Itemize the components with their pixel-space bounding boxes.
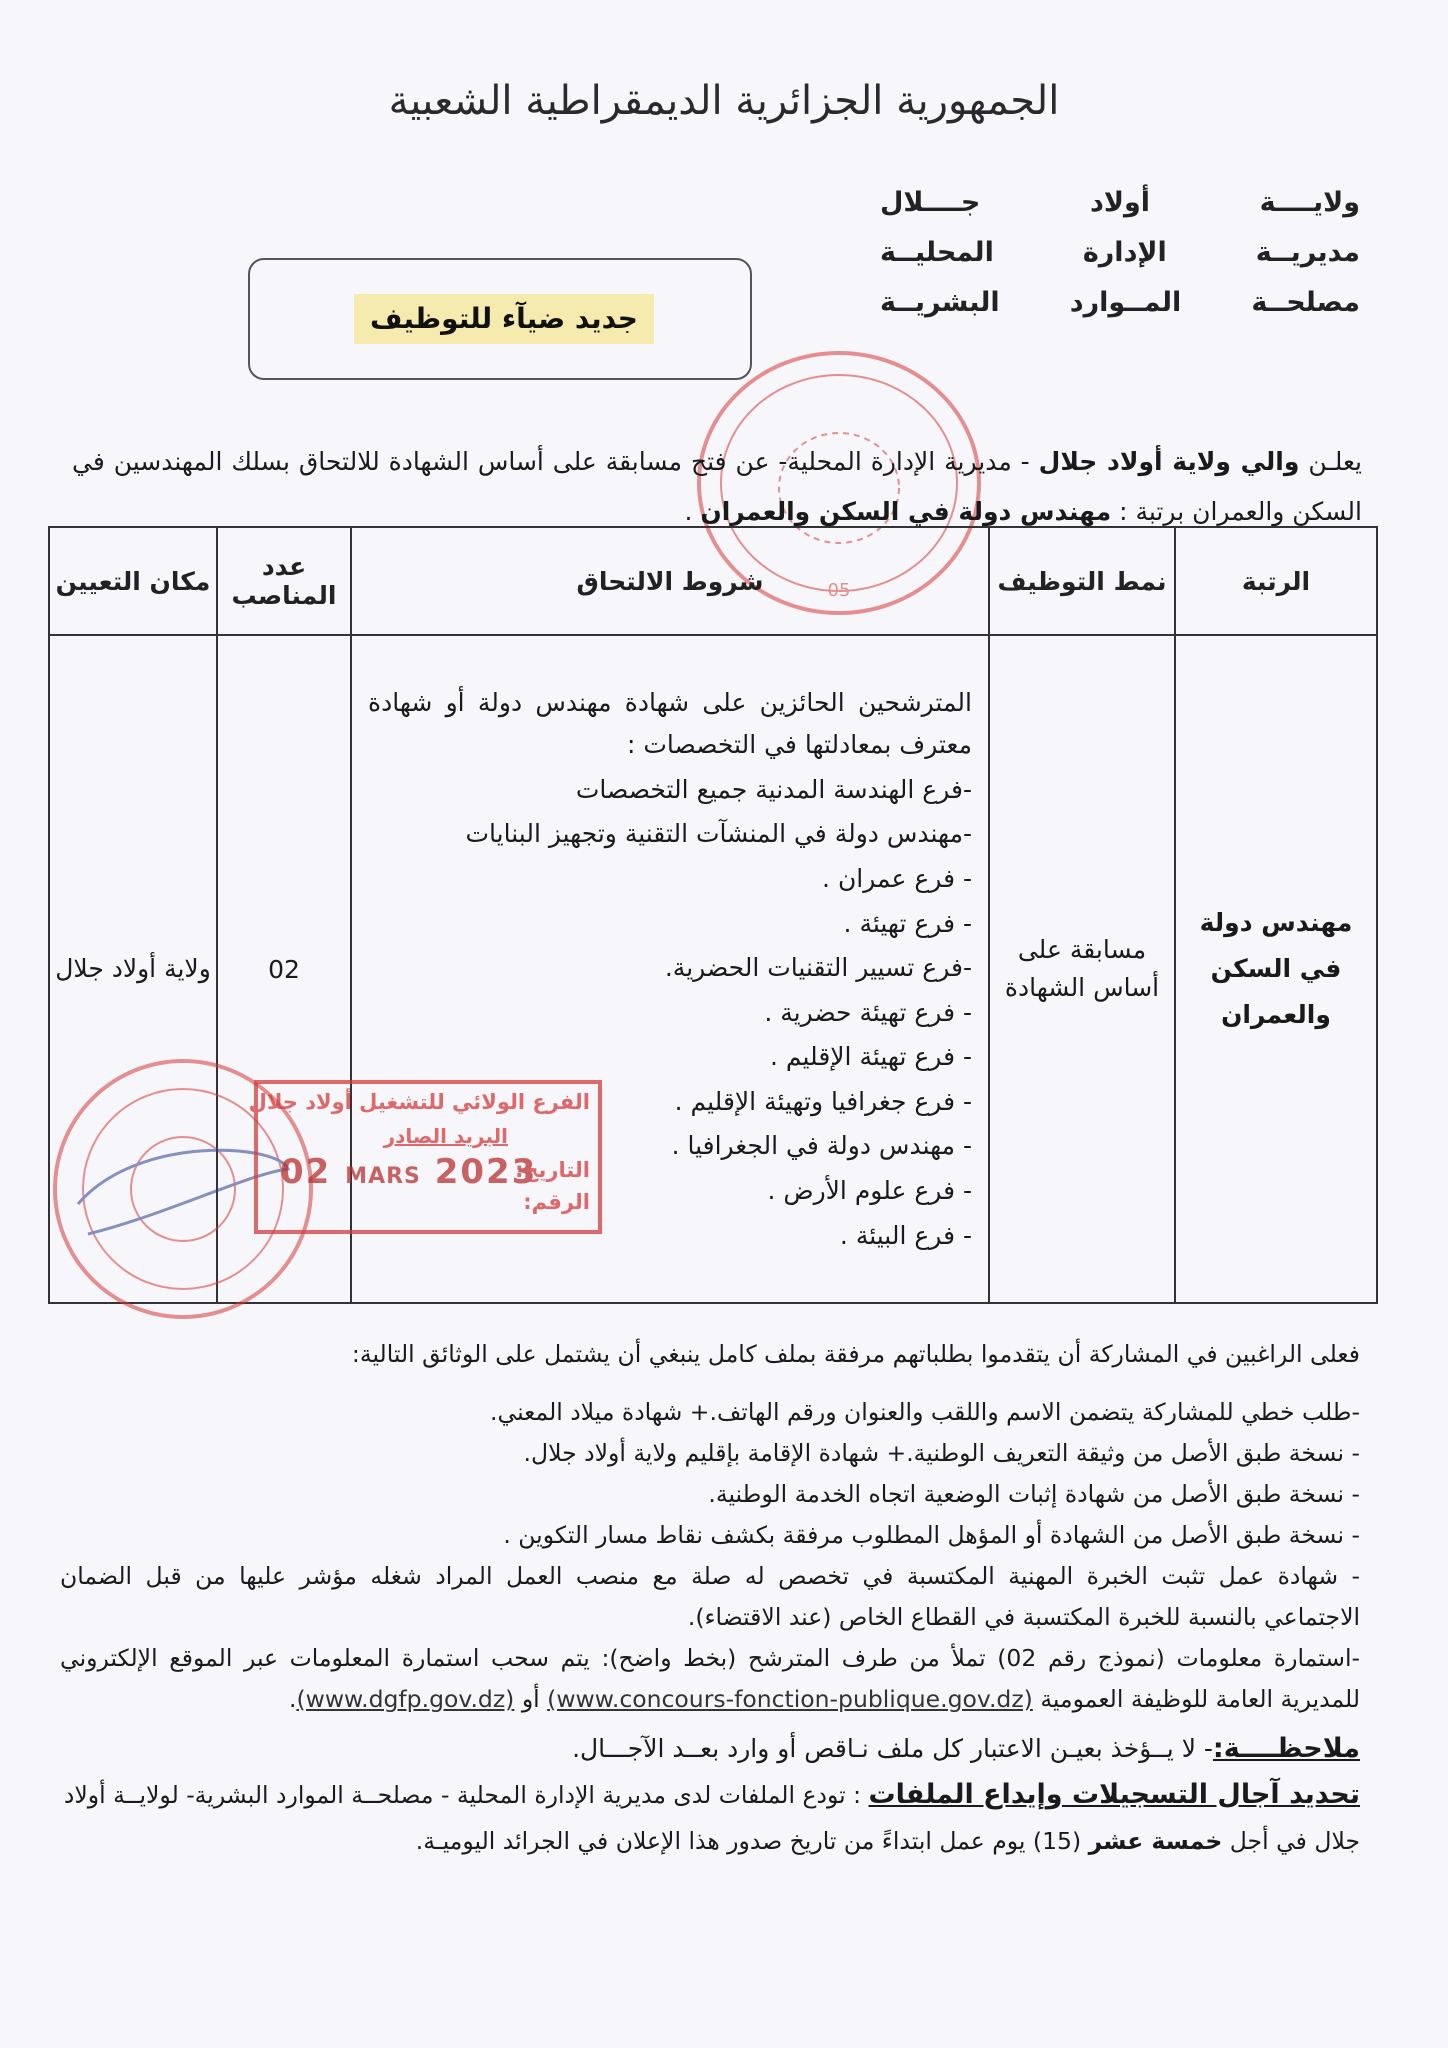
positions-table (48, 526, 1378, 1304)
stamp-date-month: MARS (345, 1164, 421, 1189)
cell-place: ولاية أولاد جلال (49, 635, 217, 1303)
condition-item: - فرع البيئة . (839, 1220, 972, 1250)
condition-item: - فرع تهيئة حضرية . (764, 997, 972, 1027)
condition-item: - فرع تهيئة الإقليم . (769, 1042, 972, 1072)
documents-lead: فعلى الراغبين في المشاركة أن يتقدموا بطلباتهم مرفقة بملف كامل ينبغي أن يشتمل على الوثائق التالية: (351, 1340, 1360, 1368)
stamp-date (280, 1152, 537, 1192)
document-item: - نسخة طبق الأصل من وثيقة التعريف الوطنية.+ شهادة الإقامة بإقليم ولاية أولاد جلال. (523, 1439, 1360, 1467)
condition-item: - فرع علوم الأرض . (767, 1176, 972, 1206)
intro-text-c: . (684, 497, 701, 526)
document-item: -استمارة معلومات (نموذج رقم 02) تملأ من طرف المترشح (بخط واضح): يتم سحب استمارة المعلومات عبر الموقع الإلكتروني (60, 1644, 1360, 1672)
stamp-date-label: التاريخ: (514, 1158, 590, 1182)
issuer-line-service: مصلحــة المــوارد البشريــة (880, 287, 1360, 318)
or-text: أو (514, 1685, 548, 1713)
stamp-office-line: الفرع الولائي للتشغيل أولاد جلال (248, 1090, 590, 1114)
header-mode: نمط التوظيف (989, 527, 1175, 635)
header-conditions: شروط الالتحاق (351, 527, 989, 635)
dgfp-url-link[interactable]: (www.dgfp.gov.dz) (296, 1685, 515, 1713)
intro-wali: والي ولاية أولاد جلال (1038, 447, 1300, 476)
issuer-header (880, 178, 1360, 328)
conditions-intro: المترشحين الحائزين على شهادة مهندس دولة أو شهادة معترف بمعادلتها في التخصصات : (368, 687, 972, 759)
note-label: ملاحظــــة: (1212, 1733, 1360, 1764)
intro-rank: مهندس دولة في السكن والعمران (700, 497, 1112, 526)
cell-rank: مهندس دولة في السكن والعمران (1175, 635, 1377, 1303)
document-item-urls (60, 1679, 1360, 1720)
concours-url-link[interactable]: (www.concours-fonction-publique.gov.dz) (547, 1685, 1033, 1713)
condition-item: - فرع جغرافيا وتهيئة الإقليم . (674, 1086, 972, 1116)
document-item: الاجتماعي بالنسبة للخبرة المكتسبة في القطاع الخاص (عند الاقتضاء). (687, 1603, 1360, 1631)
document-item: - نسخة طبق الأصل من شهادة إثبات الوضعية اتجاه الخدمة الوطنية. (708, 1480, 1360, 1508)
dgfp-text: للمديرية العامة للوظيفة العمومية (1032, 1685, 1360, 1713)
condition-item: -فرع الهندسة المدنية جميع التخصصات (575, 774, 972, 804)
republic-title: الجمهورية الجزائرية الديمقراطية الشعبية (388, 78, 1060, 124)
condition-item: - فرع تهيئة . (843, 908, 972, 938)
header-place: مكان التعيين (49, 527, 217, 635)
issuer-line-wilaya: ولايــــة أولاد جــــلال (880, 187, 1360, 218)
document-item: - نسخة طبق الأصل من الشهادة أو المؤهل المطلوب مرفقة بكشف نقاط مسار التكوين . (503, 1521, 1360, 1549)
svg-text:05: 05 (827, 580, 851, 601)
condition-item: -مهندس دولة في المنشآت التقنية وتجهيز البنايات (465, 819, 972, 849)
stamp-date-year: 2023 (434, 1152, 538, 1192)
watermark-badge: جديد ضيآء للتوظيف (354, 294, 654, 344)
condition-item: - مهندس دولة في الجغرافيا . (671, 1131, 972, 1161)
document-item: -طلب خطي للمشاركة يتضمن الاسم واللقب والعنوان ورقم الهاتف.+ شهادة ميلاد المعني. (490, 1398, 1360, 1426)
condition-item: -فرع تسيير التقنيات الحضرية. (664, 953, 972, 983)
stamp-mail-line: البريد الصادر (383, 1124, 508, 1148)
deadline-days: خمسة عشر (1088, 1827, 1223, 1855)
deadline-text-2: (15) يوم عمل ابتداءً من تاريخ صدور هذا الإعلان في الجرائد اليوميـة. (415, 1827, 1089, 1855)
header-rank: الرتبة (1175, 527, 1377, 635)
cell-mode: مسابقة على أساس الشهادة (989, 635, 1175, 1303)
note-text: - لا يــؤخذ بعيـن الاعتبار كل ملف نـاقص أو وارد بعــد الآجـــال. (572, 1734, 1213, 1763)
outgoing-mail-date-stamp (248, 1080, 602, 1234)
intro-text-a: يعلـن (1299, 447, 1362, 476)
deadline-text: : تودع الملفات لدى مديرية الإدارة المحلية - مصلحــة الموارد البشرية- لولايــة أولاد جلال في أجل (63, 1781, 1360, 1855)
urls-end: . (288, 1685, 297, 1713)
deadline (60, 1772, 1360, 1864)
deadline-label: تحديد آجال التسجيلات وإيداع الملفات (868, 1779, 1360, 1810)
table-row (49, 635, 1377, 1303)
header-count: عدد المناصب (217, 527, 351, 635)
cell-count: 02 (217, 635, 351, 1303)
stamp-number-label: الرقم: (523, 1190, 590, 1214)
note (60, 1726, 1360, 1772)
required-documents (60, 1334, 1360, 1864)
table-header-row (49, 527, 1377, 635)
intro-text-b: - مديرية الإدارة المحلية- عن فتح مسابقة على أساس الشهادة للالتحاق بسلك المهندسين في السكن والعمران برتبة : (72, 447, 1362, 526)
intro-paragraph (72, 437, 1362, 537)
stamp-date-day: 02 (280, 1152, 332, 1192)
issuer-line-directorate: مديريــة الإدارة المحليــة (880, 237, 1360, 268)
document-item: - شهادة عمل تثبت الخبرة المهنية المكتسبة في تخصص له صلة مع منصب العمل المراد شغله مؤشر عليها من قبل الضمان (60, 1562, 1360, 1590)
condition-item: - فرع عمران . (822, 863, 972, 893)
